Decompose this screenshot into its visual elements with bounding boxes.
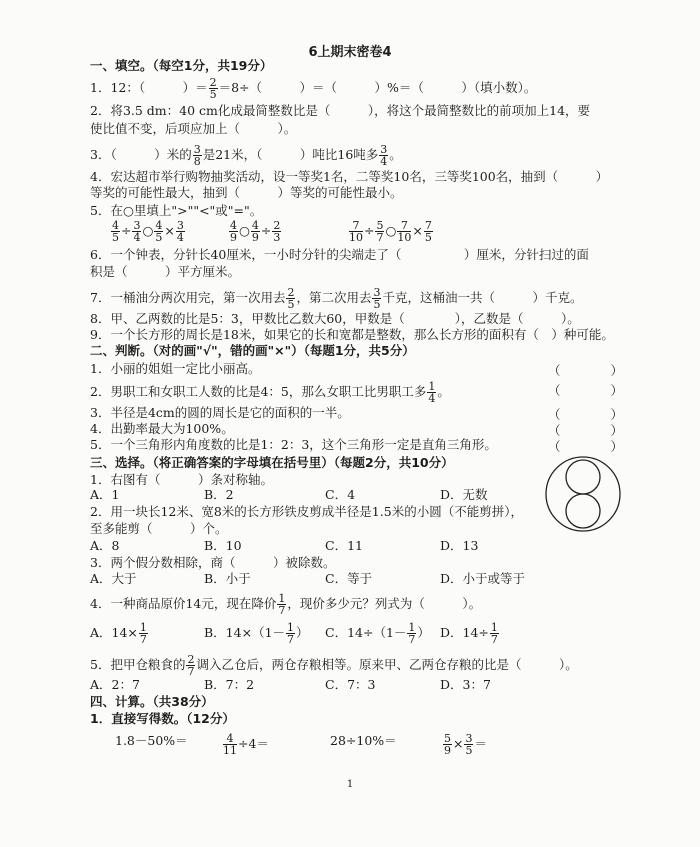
fill-question-7: 7．一桶油分两次用完，第一次用去 $\frac{2}{5}$ ，第二次用去 $\frac{3}{5}$ 千克，这桶油一共（ ）千克。 bbox=[90, 286, 583, 311]
compare-circle: ○ bbox=[142, 223, 154, 238]
fraction: $\frac{2}{5}$ bbox=[209, 76, 217, 101]
choice-question-3: 3．两个假分数相除，商（ ）被除数。 bbox=[90, 555, 336, 570]
answer-paren[interactable]: （ ） bbox=[548, 407, 624, 422]
fill-question-9: 9．一个长方形的周长是18米，如果它的长和宽都是整数，那么长方形的面积有（ ）种可能。 bbox=[90, 327, 614, 342]
option-b[interactable]: B．14×（1－ $\frac{1}{7}$ ） bbox=[204, 621, 309, 646]
compare-expression-2: $\frac{4}{9}$ ○ $\frac{4}{9}$ ÷ $\frac{2}{3}$ bbox=[230, 219, 281, 244]
option-d[interactable]: D．14÷ $\frac{1}{7}$ bbox=[440, 621, 498, 646]
option-d[interactable]: D．13 bbox=[440, 538, 479, 553]
option-b[interactable]: B．小于 bbox=[204, 571, 251, 586]
option-a[interactable]: A．1 bbox=[90, 487, 120, 502]
section-2-heading: 二、判断。（对的画"√"，错的画"×"）（每题1分，共5分） bbox=[90, 343, 415, 358]
fill-question-8: 8．甲、乙两数的比是5：3，甲数比乙数大60，甲数是（ ），乙数是（ ）。 bbox=[90, 311, 580, 326]
fraction: $\frac{1}{4}$ bbox=[428, 380, 436, 405]
answer-paren[interactable]: （ ） bbox=[548, 363, 624, 378]
answer-paren[interactable]: （ ） bbox=[548, 423, 624, 438]
page-number: 1 bbox=[346, 779, 354, 790]
fill-question-4-line-1: 4．宏达超市举行购物抽奖活动，设一等奖1名，二等奖10名，三等奖100名，抽到（ ） bbox=[90, 169, 609, 184]
page-title: 6上期末密卷4 bbox=[308, 45, 392, 60]
choice-question-4: 4．一种商品原价14元，现在降价 $\frac{1}{7}$ ，现价多少元？列式为（ ）。 bbox=[90, 592, 482, 617]
choice-question-1: 1．右图有（ ）条对称轴。 bbox=[90, 472, 273, 487]
fraction: $\frac{3}{4}$ bbox=[380, 143, 388, 168]
choice-question-5: 5．把甲仓粮食的 $\frac{2}{7}$ 调入乙仓后，两仓存粮相等。原来甲、乙两仓存粮的比是（ ）。 bbox=[90, 653, 578, 678]
fill-question-3: 3．（ ）米的 $\frac{3}{8}$ 是21米，（ ）吨比16吨多 $\frac{3}{4}$ 。 bbox=[90, 143, 402, 168]
choice-question-2-line-2: 至多能剪（ ）个。 bbox=[90, 521, 228, 536]
judge-question-2: 2．男职工和女职工人数的比是4：5，那么女职工比男职工多 $\frac{1}{4}$ 。 bbox=[90, 380, 450, 405]
option-a[interactable]: A．8 bbox=[90, 538, 120, 553]
option-c[interactable]: C．11 bbox=[325, 538, 363, 553]
calc-item: $\frac{4}{11}$ ÷4＝ bbox=[223, 732, 269, 757]
option-d[interactable]: D．小于或等于 bbox=[440, 571, 526, 586]
section-4-heading: 四、计算。（共38分） bbox=[90, 694, 214, 709]
compare-circle: ○ bbox=[385, 223, 397, 238]
section-1-heading: 一、填空。（每空1分，共19分） bbox=[90, 58, 273, 73]
fraction: $\frac{1}{7}$ bbox=[278, 592, 286, 617]
fraction: $\frac{2}{7}$ bbox=[187, 653, 195, 678]
section-3-heading: 三、选择。（将正确答案的字母填在括号里）（每题2分，共10分） bbox=[90, 455, 454, 470]
option-c[interactable]: C．7：3 bbox=[325, 677, 376, 692]
option-c[interactable]: C．等于 bbox=[325, 571, 373, 586]
judge-question-4: 4．出勤率最大为100%。 bbox=[90, 421, 234, 436]
option-d[interactable]: D．无数 bbox=[440, 487, 488, 502]
fraction: $\frac{3}{5}$ bbox=[373, 286, 381, 311]
section-4-subheading: 1．直接写得数。（12分） bbox=[90, 711, 235, 726]
option-a[interactable]: A．2：7 bbox=[90, 677, 140, 692]
judge-question-5: 5．一个三角形内角度数的比是1：2：3，这个三角形一定是直角三角形。 bbox=[90, 437, 497, 452]
option-c[interactable]: C．14÷（1－ $\frac{1}{7}$ ） bbox=[325, 621, 430, 646]
fill-question-2-line-2: 使比值不变，后项应加上（ ）。 bbox=[90, 121, 297, 136]
compare-expression-3: $\frac{7}{10}$ ÷ $\frac{5}{7}$ ○ $\frac{7}{10}$ × $\frac{7}{5}$ bbox=[349, 219, 432, 244]
fraction: $\frac{2}{5}$ bbox=[287, 286, 295, 311]
option-b[interactable]: B．10 bbox=[204, 538, 242, 553]
choice-question-2-line-1: 2．用一块长12米、宽8米的长方形铁皮剪成半径是1.5米的小圆（不能剪拼）， bbox=[90, 504, 523, 519]
option-b[interactable]: B．2 bbox=[204, 487, 234, 502]
option-d[interactable]: D．3：7 bbox=[440, 677, 491, 692]
fill-question-2-line-1: 2．将3.5 dm：40 cm化成最简整数比是（ ），将这个最简整数比的前项加上14，要 bbox=[90, 103, 591, 118]
option-a[interactable]: A．14× $\frac{1}{7}$ bbox=[90, 621, 147, 646]
fill-question-6-line-1: 6．一个钟表，分针长40厘米，一小时分针的尖端走了（ ）厘米，分针扫过的面 bbox=[90, 247, 589, 262]
calc-item: 28÷10%＝ bbox=[330, 733, 397, 748]
answer-paren[interactable]: （ ） bbox=[548, 439, 624, 454]
option-b[interactable]: B．7：2 bbox=[204, 677, 255, 692]
calc-item: 1.8－50%＝ bbox=[115, 733, 188, 748]
fill-question-1: 1．12：（ ）＝ $\frac{2}{5}$ ＝8÷（ ）＝（ ）%＝（ ）（填小数）。 bbox=[90, 76, 537, 101]
judge-question-3: 3．半径是4cm的圆的周长是它的面积的一半。 bbox=[90, 405, 350, 420]
option-a[interactable]: A．大于 bbox=[90, 571, 137, 586]
compare-circle: ○ bbox=[239, 223, 250, 238]
symmetry-figure bbox=[543, 454, 623, 534]
answer-paren[interactable]: （ ） bbox=[548, 383, 624, 398]
fill-question-4-line-2: 等奖的可能性最大，抽到（ ）等奖的可能性最小。 bbox=[90, 185, 403, 200]
fill-question-5: 5．在○里填上">""<"或"="。 bbox=[90, 203, 263, 218]
fill-question-6-line-2: 积是（ ）平方厘米。 bbox=[90, 264, 241, 279]
option-c[interactable]: C．4 bbox=[325, 487, 356, 502]
calc-item: $\frac{5}{9}$ × $\frac{3}{5}$ ＝ bbox=[444, 732, 487, 757]
judge-question-1: 1．小丽的姐姐一定比小丽高。 bbox=[90, 361, 261, 376]
fraction: $\frac{3}{8}$ bbox=[193, 143, 201, 168]
compare-expression-1: $\frac{4}{5}$ ÷ $\frac{3}{4}$ ○ $\frac{4}{5}$ × $\frac{3}{4}$ bbox=[112, 219, 184, 244]
